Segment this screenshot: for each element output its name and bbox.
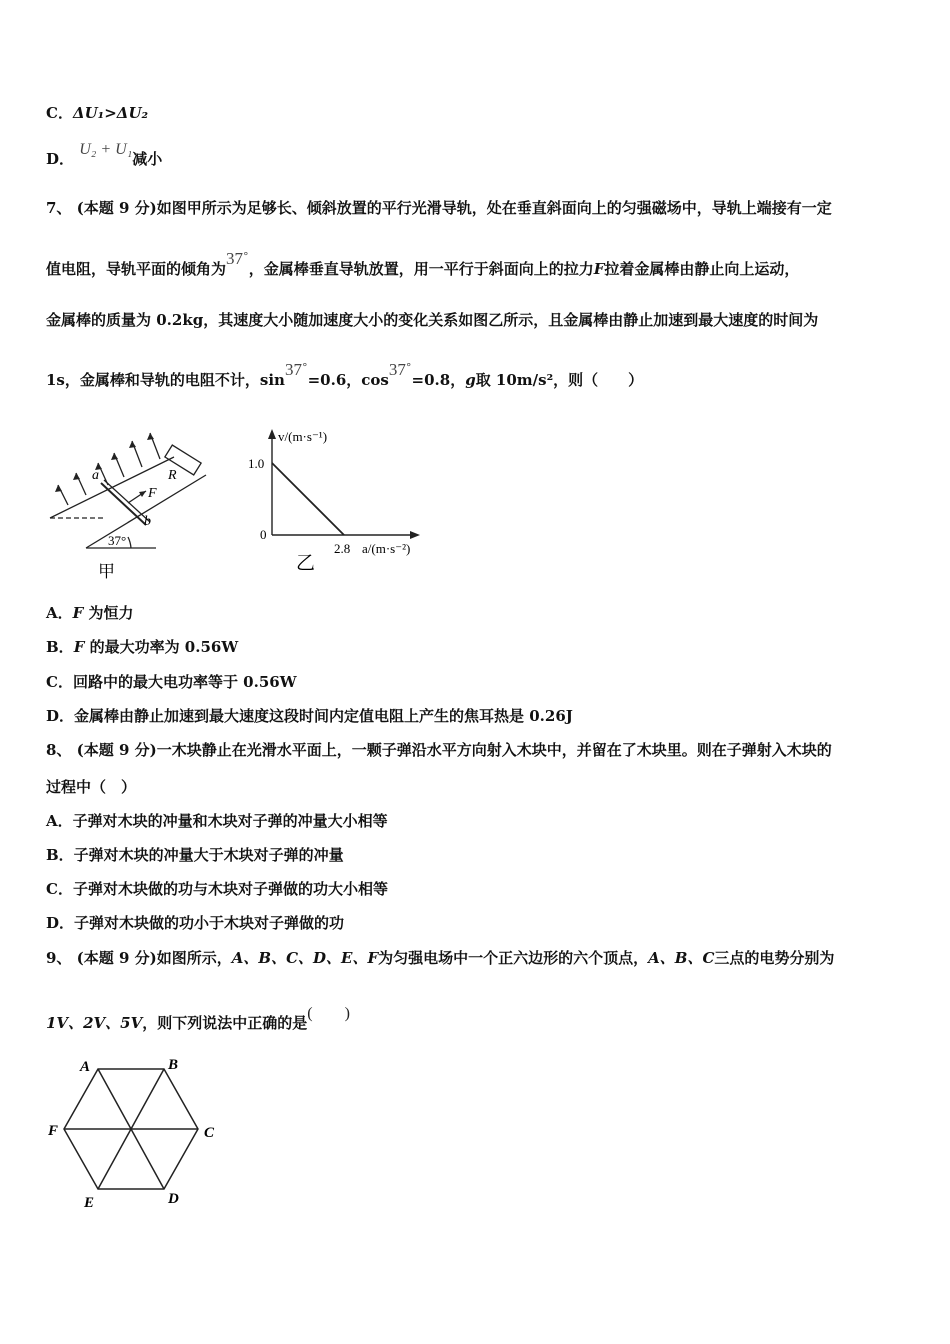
q7-option-d: D．金属棒由静止加速到最大速度这段时间内定值电阻上产生的焦耳热是 0.26J xyxy=(46,707,573,725)
y-tick-label: 1.0 xyxy=(248,456,265,471)
vertex-c-label: C xyxy=(204,1125,215,1141)
figure-yi xyxy=(246,425,446,575)
caption-jia: 甲 xyxy=(98,562,115,581)
q6-option-c-text: ΔU₁>ΔU₂ xyxy=(72,104,149,122)
label-R: R xyxy=(168,468,177,483)
q7-line-2: 值电阻，导轨平面的倾角为37˚，金属棒垂直导轨放置，用一平行于斜面向上的拉力F拉着金属棒由静止向上运动， xyxy=(46,249,800,278)
q7-line-3: 金属棒的质量为 0.2kg，其速度大小随加速度大小的变化关系如图乙所示，且金属棒由静止加速到最大速度的时间为 xyxy=(46,311,819,329)
q7-option-b: B．F 的最大功率为 0.56W xyxy=(46,638,239,656)
q8-option-c: C．子弹对木块做的功与木块对子弹做的功大小相等 xyxy=(46,880,388,898)
q6-option-d: D． U₂ + U₁减小 xyxy=(46,141,163,168)
vertex-b-label: B xyxy=(168,1057,179,1073)
q7-line-4: 1s，金属棒和导轨的电阻不计，sin37˚=0.6，cos37˚=0.8，g取 10m/s²，则（ ） xyxy=(46,360,644,389)
q8-line-2: 过程中（ ） xyxy=(46,778,137,796)
vertex-d-label: D xyxy=(168,1191,179,1207)
q7-option-a: A．F 为恒力 xyxy=(46,604,134,622)
metal-rod xyxy=(101,483,146,525)
q6-option-d-formula: U₂ + U₁ xyxy=(79,141,133,158)
q8-option-a: A．子弹对木块的冲量和木块对子弹的冲量大小相等 xyxy=(46,812,388,830)
figure-jia xyxy=(46,425,216,585)
origin-label: 0 xyxy=(260,527,267,542)
caption-yi: 乙 xyxy=(296,553,316,574)
q6-option-c: C．ΔU₁>ΔU₂ xyxy=(46,104,149,122)
q7-option-c: C．回路中的最大电功率等于 0.56W xyxy=(46,673,297,691)
angle-label: 37° xyxy=(108,533,127,548)
x-tick-label: 2.8 xyxy=(334,541,351,556)
vertex-a-label: A xyxy=(80,1059,91,1075)
vertex-f-label: F xyxy=(48,1123,59,1139)
q7-line-1: 7、 (本题 9 分)如图甲所示为足够长、倾斜放置的平行光滑导轨，处在垂直斜面向上的匀强磁场中，导轨上端接有一定 xyxy=(46,199,832,217)
v-a-line xyxy=(272,463,344,535)
q8-line-1: 8、 (本题 9 分)一木块静止在光滑水平面上，一颗子弹沿水平方向射入木块中，并留在了木块里。则在子弹射入木块的 xyxy=(46,741,832,759)
vertex-e-label: E xyxy=(84,1195,95,1211)
q8-option-d: D．子弹对木块做的功小于木块对子弹做的功 xyxy=(46,914,345,932)
q9-line-1: 9、 (本题 9 分)如图所示，A、B、C、D、E、F为匀强电场中一个正六边形的六个顶点，A、B、C三点的电势分别为 xyxy=(46,949,835,967)
label-a: a xyxy=(92,468,99,483)
label-b: b xyxy=(144,514,151,529)
label-F: F xyxy=(148,486,157,501)
x-axis-label: a/(m·s⁻²) xyxy=(362,541,411,556)
q7-angle: 37˚ xyxy=(226,249,249,268)
hexagon-figure xyxy=(46,1053,226,1213)
q8-option-b: B．子弹对木块的冲量大于木块对子弹的冲量 xyxy=(46,846,344,864)
y-axis-label: v/(m·s⁻¹) xyxy=(278,429,328,444)
q9-line-2: 1V、2V、5V，则下列说法中正确的是( ) xyxy=(46,1005,350,1032)
